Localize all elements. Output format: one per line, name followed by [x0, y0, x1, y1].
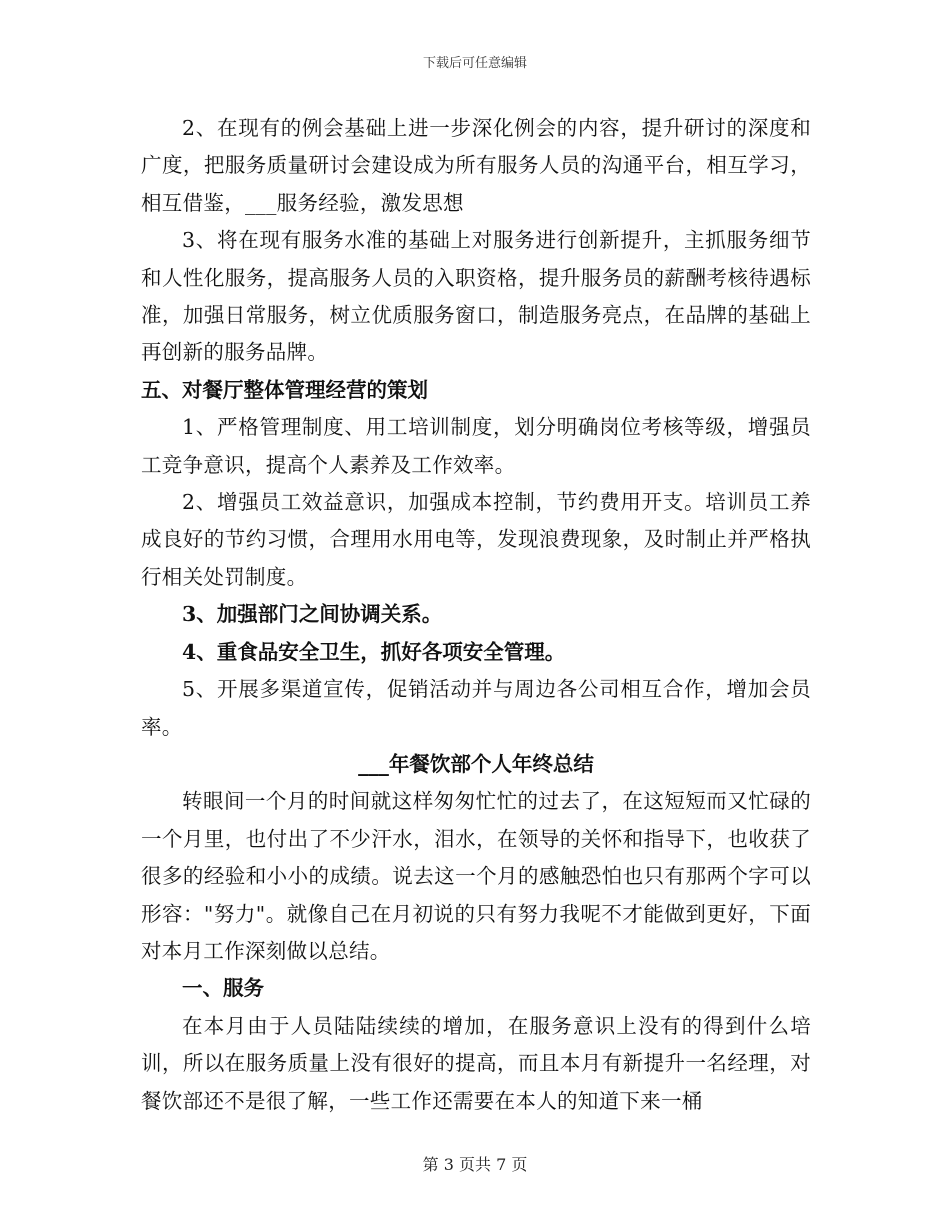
- section-heading: 一、服务: [182, 976, 264, 1001]
- bold-item: 4、重食品安全卫生，抓好各项安全管理。: [182, 639, 566, 664]
- page-footer: 第 3 页共 7 页: [422, 1155, 528, 1174]
- document-title: ___年餐饮部个人年终总结: [358, 751, 594, 776]
- paragraph: 1、严格管理制度、用工培训制度，划分明确岗位考核等级，增强员工竞争意识，提高个人素养及工作效率。: [141, 415, 811, 477]
- paragraph: 2、在现有的例会基础上进一步深化例会的内容，提升研讨的深度和广度，把服务质量研讨会建设成为所有服务人员的沟通平台，相互学习，相互借鉴，___服务经验，激发思想: [141, 116, 811, 215]
- paragraph: 转眼间一个月的时间就这样匆匆忙忙的过去了，在这短短而又忙碌的一个月里，也付出了不少汗水，泪水，在领导的关怀和指导下，也收获了很多的经验和小小的成绩。说去这一个月的感触恐怕也只有那两个字可以形容："努力"。就像自己在月初说的只有努力我呢不才能做到更好，下面对本月工作深刻做以总结。: [141, 789, 811, 963]
- bold-item: 3、加强部门之间协调关系。: [182, 602, 443, 627]
- section-heading: 五、对餐厅整体管理经营的策划: [141, 377, 428, 402]
- paragraph: 5、开展多渠道宣传，促销活动并与周边各公司相互合作，增加会员率。: [141, 677, 811, 739]
- page-header: 下载后可任意编辑: [422, 56, 527, 71]
- paragraph: 2、增强员工效益意识，加强成本控制，节约费用开支。培训员工养成良好的节约习惯，合理用水用电等，发现浪费现象，及时制止并严格执行相关处罚制度。: [141, 490, 811, 589]
- document-body: [141, 110, 811, 1120]
- paragraph: 3、将在现有服务水准的基础上对服务进行创新提升，主抓服务细节和人性化服务，提高服务人员的入职资格，提升服务员的薪酬考核待遇标准，加强日常服务，树立优质服务窗口，制造服务亮点，在品牌的基础上再创新的服务品牌。: [141, 228, 811, 365]
- paragraph: 在本月由于人员陆陆续续的增加，在服务意识上没有的得到什么培训，所以在服务质量上没有很好的提高，而且本月有新提升一名经理，对餐饮部还不是很了解，一些工作还需要在本人的知道下来一桶: [141, 1013, 811, 1113]
